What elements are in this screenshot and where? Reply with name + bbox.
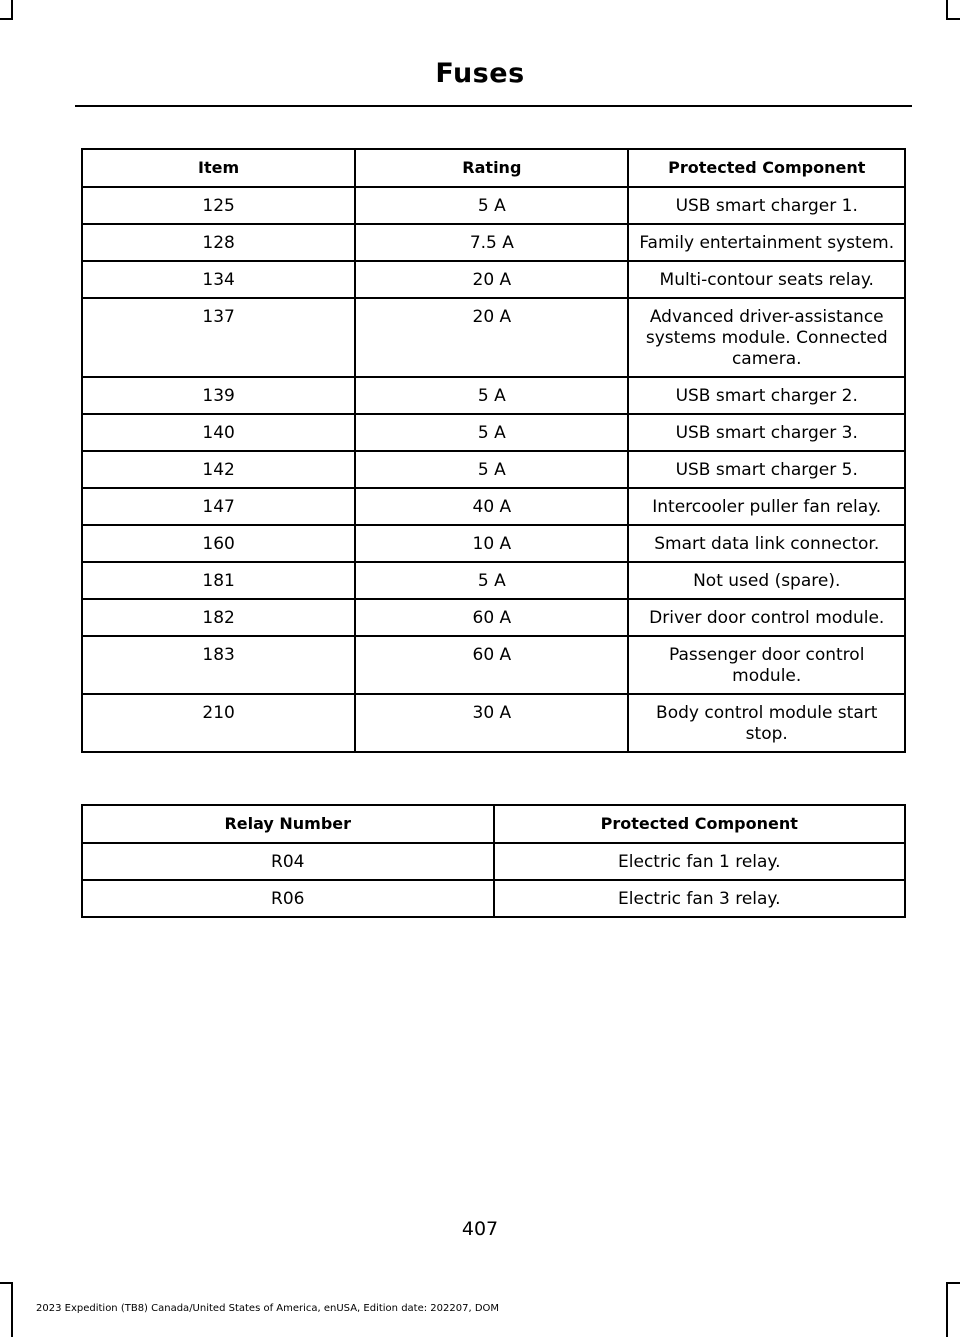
protected-component-cell: Electric fan 1 relay.	[494, 843, 906, 880]
protected-component-cell: Body control module start stop.	[628, 694, 905, 752]
edition-footer: 2023 Expedition (TB8) Canada/United States of America, enUSA, Edition date: 202207, DOM	[36, 1303, 500, 1314]
protected-component-cell: Driver door control module.	[628, 599, 905, 636]
protected-component-cell: Not used (spare).	[628, 562, 905, 599]
table-row	[82, 414, 905, 451]
rating-cell: 60 A	[355, 599, 628, 636]
rating-cell: 5 A	[355, 414, 628, 451]
table-row	[82, 525, 905, 562]
item-cell: 134	[82, 261, 355, 298]
protected-component-cell: USB smart charger 5.	[628, 451, 905, 488]
rating-cell: 7.5 A	[355, 224, 628, 261]
protected-component-cell: Advanced driver-assistance systems module. Connected camera.	[628, 298, 905, 377]
rating-cell: 10 A	[355, 525, 628, 562]
relay-table	[81, 804, 906, 918]
page-number: 407	[461, 1218, 499, 1240]
protected-component-cell: Electric fan 3 relay.	[494, 880, 906, 917]
crop-mark	[946, 0, 948, 20]
table-row	[82, 451, 905, 488]
table-row	[82, 562, 905, 599]
crop-mark	[0, 1282, 13, 1284]
table-row	[82, 224, 905, 261]
table-row	[82, 261, 905, 298]
relay-number-cell: R06	[82, 880, 494, 917]
item-cell: 125	[82, 187, 355, 224]
crop-mark	[11, 1282, 13, 1337]
relay-number-cell: R04	[82, 843, 494, 880]
crop-mark	[0, 18, 13, 20]
protected-component-cell: Smart data link connector.	[628, 525, 905, 562]
item-cell: 128	[82, 224, 355, 261]
column-header-item: Item	[82, 149, 355, 187]
protected-component-cell: USB smart charger 2.	[628, 377, 905, 414]
table-header-row	[82, 149, 905, 187]
protected-component-cell: Multi-contour seats relay.	[628, 261, 905, 298]
table-row	[82, 488, 905, 525]
protected-component-cell: Intercooler puller fan relay.	[628, 488, 905, 525]
table-row	[82, 599, 905, 636]
item-cell: 182	[82, 599, 355, 636]
table-row	[82, 636, 905, 694]
table-row	[82, 298, 905, 377]
item-cell: 183	[82, 636, 355, 694]
table-row	[82, 187, 905, 224]
title-divider	[75, 105, 912, 107]
item-cell: 142	[82, 451, 355, 488]
crop-mark	[946, 18, 960, 20]
crop-mark	[946, 1282, 948, 1337]
rating-cell: 20 A	[355, 298, 628, 377]
item-cell: 210	[82, 694, 355, 752]
rating-cell: 5 A	[355, 377, 628, 414]
item-cell: 160	[82, 525, 355, 562]
rating-cell: 5 A	[355, 451, 628, 488]
protected-component-cell: Family entertainment system.	[628, 224, 905, 261]
rating-cell: 60 A	[355, 636, 628, 694]
rating-cell: 40 A	[355, 488, 628, 525]
rating-cell: 5 A	[355, 562, 628, 599]
crop-mark	[946, 1282, 960, 1284]
table-row	[82, 843, 905, 880]
table-header-row	[82, 805, 905, 843]
rating-cell: 5 A	[355, 187, 628, 224]
rating-cell: 30 A	[355, 694, 628, 752]
column-header-relay-number: Relay Number	[82, 805, 494, 843]
protected-component-cell: USB smart charger 1.	[628, 187, 905, 224]
page-title: Fuses	[435, 58, 525, 89]
table-row	[82, 880, 905, 917]
item-cell: 139	[82, 377, 355, 414]
protected-component-cell: USB smart charger 3.	[628, 414, 905, 451]
item-cell: 140	[82, 414, 355, 451]
protected-component-cell: Passenger door control module.	[628, 636, 905, 694]
column-header-rating: Rating	[355, 149, 628, 187]
table-row	[82, 377, 905, 414]
item-cell: 137	[82, 298, 355, 377]
column-header-protected-component: Protected Component	[628, 149, 905, 187]
item-cell: 147	[82, 488, 355, 525]
column-header-protected-component: Protected Component	[494, 805, 906, 843]
table-row	[82, 694, 905, 752]
rating-cell: 20 A	[355, 261, 628, 298]
item-cell: 181	[82, 562, 355, 599]
fuse-table	[81, 148, 906, 753]
crop-mark	[11, 0, 13, 20]
